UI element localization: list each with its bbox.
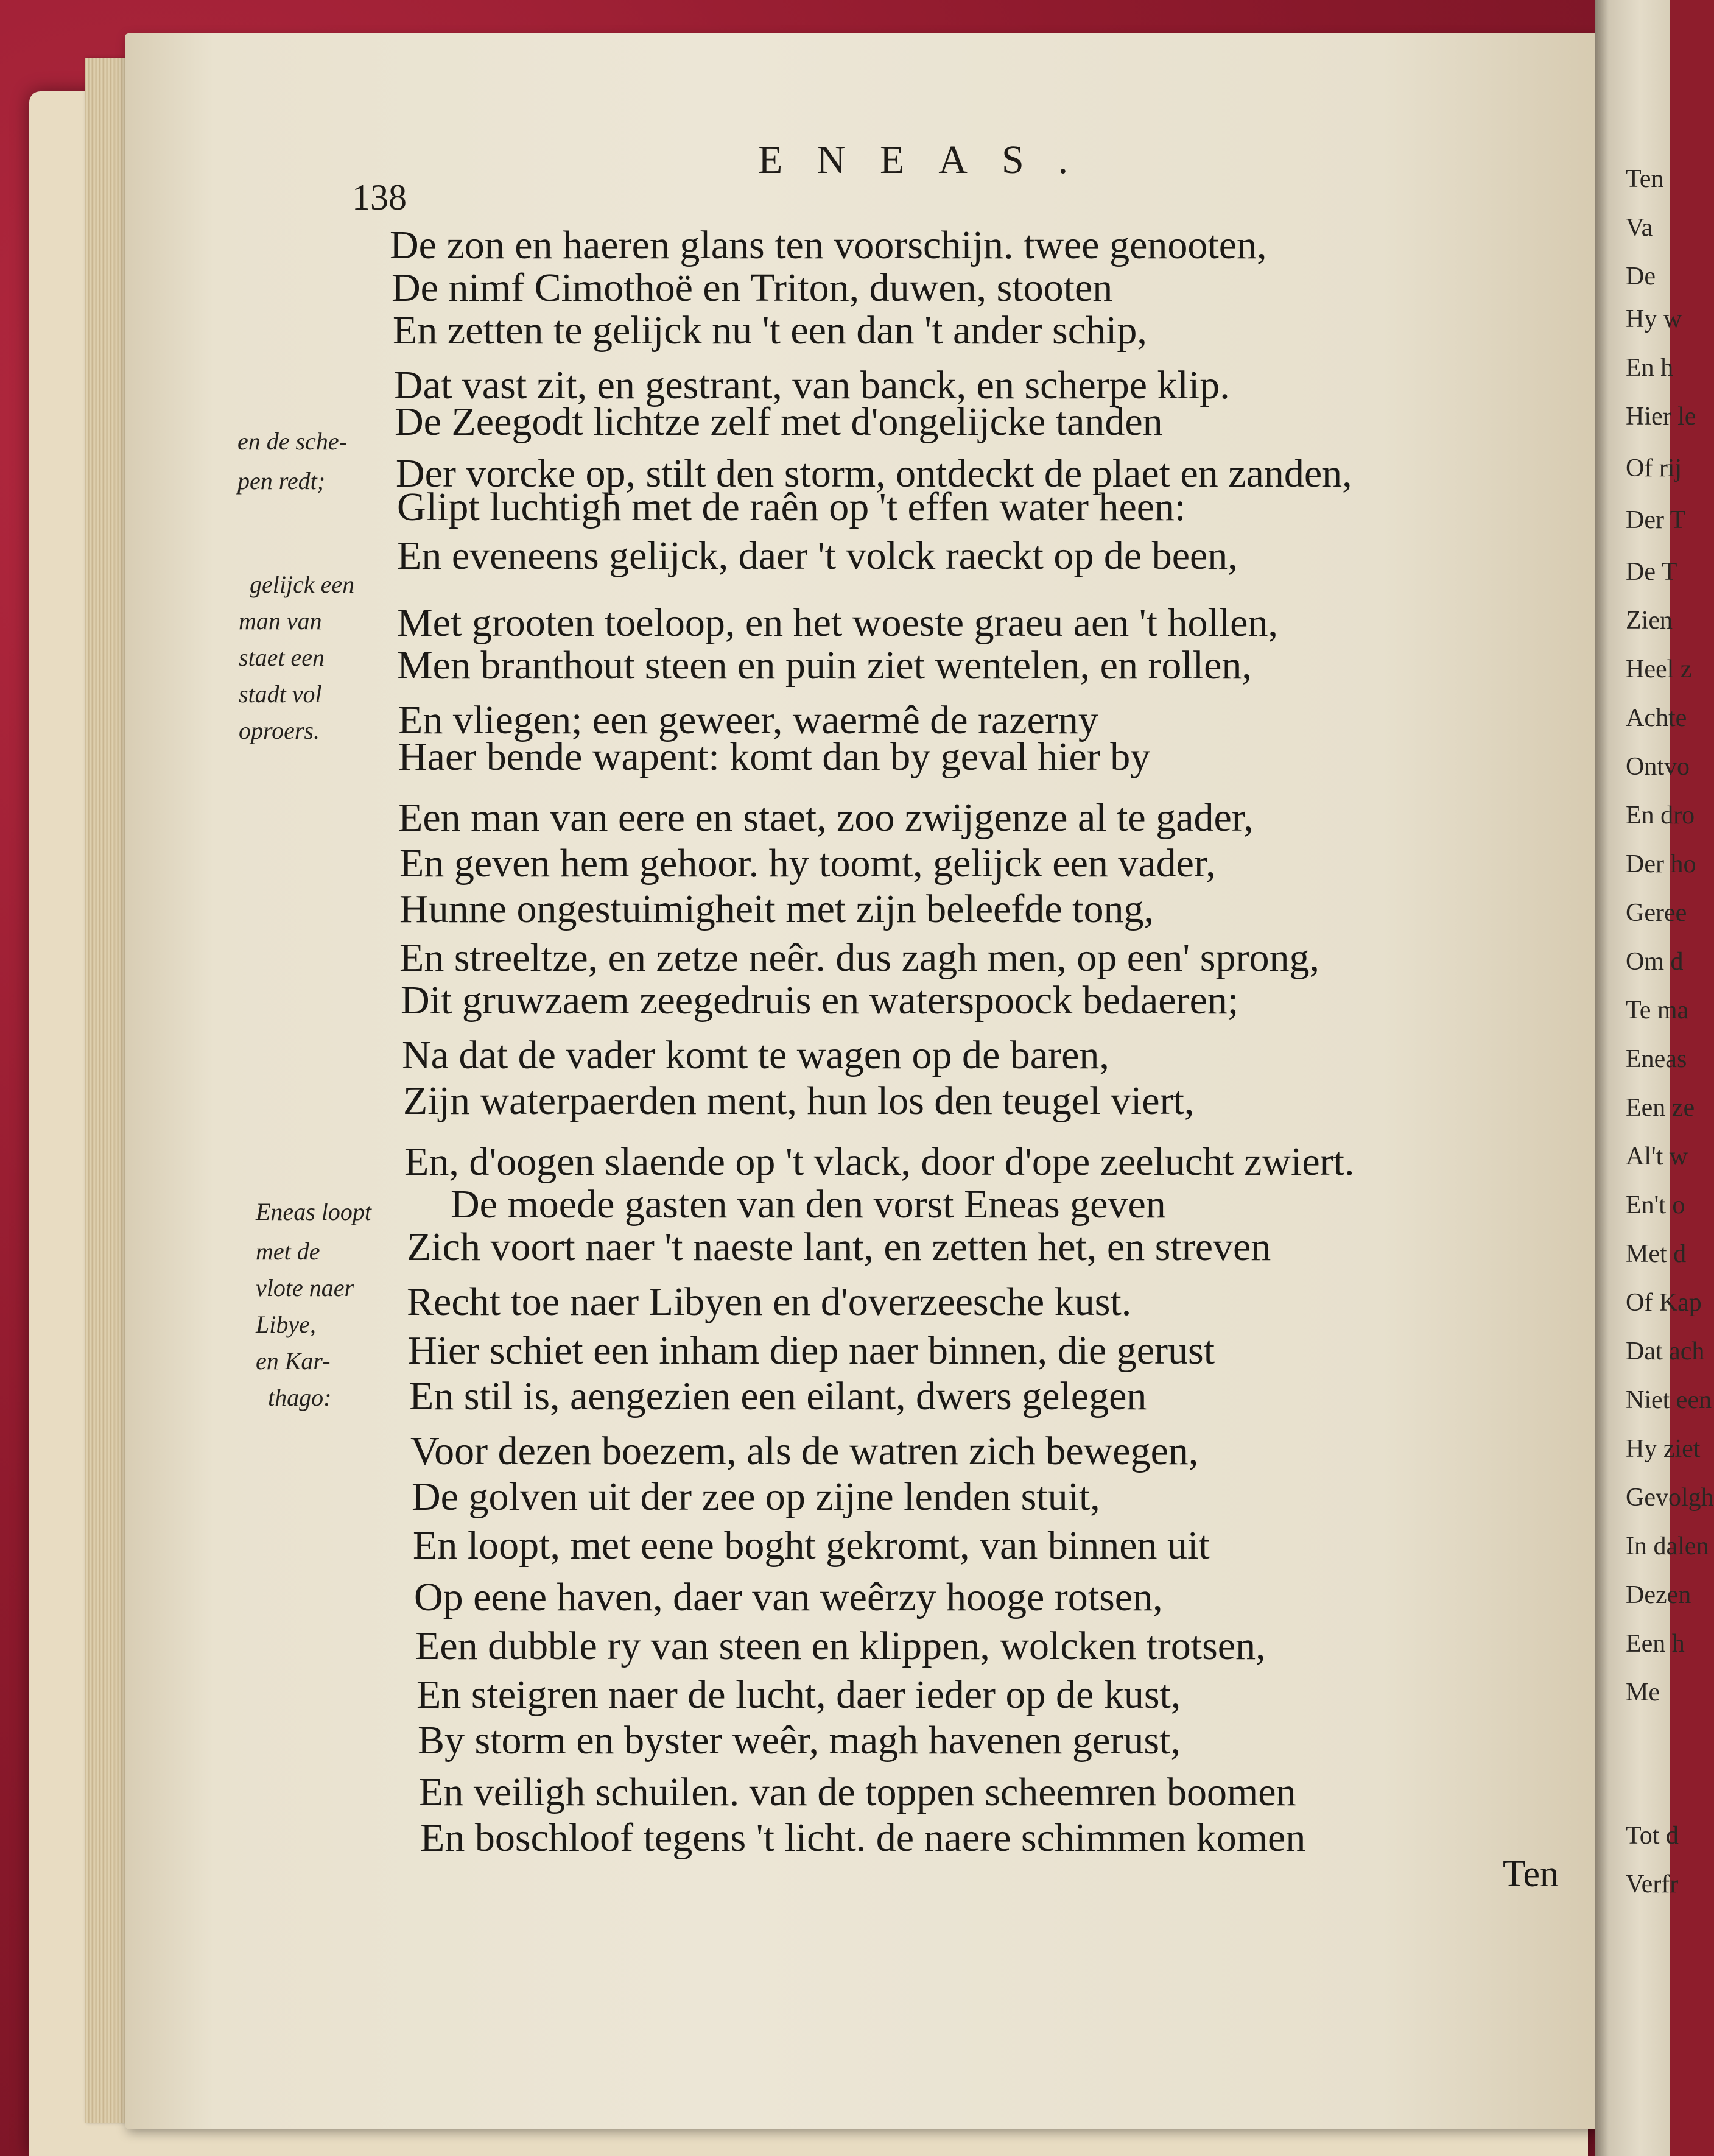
facing-fragment: Hy w: [1626, 305, 1682, 333]
verse-line: Der vorcke op, stilt den storm, ontdeckt de plaet en zanden,: [396, 451, 1352, 496]
running-head: ENEAS.: [758, 138, 1103, 182]
verse-line: Recht toe naer Libyen en d'overzeesche kust.: [407, 1280, 1132, 1324]
margin-note: en de sche-: [237, 428, 347, 455]
facing-fragment: Een ze: [1626, 1094, 1695, 1122]
verse-line: En steigren naer de lucht, daer ieder op de kust,: [416, 1672, 1181, 1717]
facing-fragment: En dro: [1626, 801, 1695, 830]
verse-line: By storm en byster weêr, magh havenen gerust,: [418, 1718, 1181, 1763]
verse-line: Glipt luchtigh met de raên op 't effen water heen:: [397, 485, 1186, 529]
facing-fragment: Of Kap: [1626, 1289, 1702, 1317]
verse-line: De Zeegodt lichtze zelf met d'ongelijcke tanden: [395, 400, 1163, 444]
facing-fragment: Achte: [1626, 704, 1687, 732]
margin-note: vlote naer: [256, 1274, 354, 1302]
facing-fragment: Geree: [1626, 899, 1687, 927]
verse-line: De zon en haeren glans ten voorschijn. twee genooten,: [390, 223, 1267, 267]
facing-fragment: In dalen: [1626, 1532, 1709, 1560]
page-edges: [85, 58, 131, 2123]
verse-line: Zich voort naer 't naeste lant, en zetten het, en streven: [407, 1225, 1271, 1269]
margin-note: man van: [239, 607, 322, 635]
margin-note: Eneas loopt: [256, 1198, 371, 1225]
verse-line: Haer bende wapent: komt dan by geval hier by: [398, 735, 1151, 779]
facing-page: [1595, 0, 1714, 2156]
verse-line: En streeltze, en zetze neêr. dus zagh men, op een' sprong,: [399, 935, 1319, 980]
facing-fragment: Om d: [1626, 948, 1684, 976]
facing-fragment: Hy ziet: [1626, 1435, 1701, 1463]
verse-line: En vliegen; een geweer, waermê de razerny: [398, 698, 1098, 742]
verse-line: Voor dezen boezem, als de watren zich bewegen,: [410, 1429, 1199, 1473]
verse-line: En zetten te gelijck nu 't een dan 't ander schip,: [393, 308, 1147, 353]
facing-fragment: Va: [1626, 214, 1653, 242]
facing-fragment: Tot d: [1626, 1822, 1679, 1850]
facing-fragment: Hier le: [1626, 403, 1696, 431]
facing-fragment: Met d: [1626, 1240, 1687, 1268]
facing-fragment: Me: [1626, 1679, 1660, 1707]
facing-fragment: Heel z: [1626, 655, 1692, 683]
facing-fragment: En h: [1626, 354, 1674, 382]
verse-line: De nimf Cimothoë en Triton, duwen, stooten: [392, 266, 1113, 310]
facing-fragment: Niet een: [1626, 1386, 1712, 1414]
verse-line: Op eene haven, daer van weêrzy hooge rotsen,: [414, 1575, 1163, 1619]
facing-fragment: Een h: [1626, 1630, 1685, 1658]
facing-fragment: Ten: [1626, 165, 1664, 193]
verse-line: Met grooten toeloop, en het woeste graeu aen 't hollen,: [397, 601, 1278, 645]
margin-note: thago:: [268, 1384, 332, 1411]
verse-line: Na dat de vader komt te wagen op de baren,: [402, 1033, 1109, 1077]
facing-fragment: De: [1626, 262, 1656, 291]
verse-line: Hunne ongestuimigheit met zijn beleefde tong,: [399, 887, 1154, 931]
facing-fragment: Zien: [1626, 607, 1673, 635]
verse-line: En boschloof tegens 't licht. de naere schimmen komen: [420, 1816, 1306, 1860]
facing-fragment: Al't w: [1626, 1143, 1688, 1171]
margin-note: staet een: [239, 644, 325, 671]
verse-line: Zijn waterpaerden ment, hun los den teugel viert,: [403, 1079, 1195, 1123]
margin-note: en Kar-: [256, 1347, 331, 1375]
verse-line: Een man van eere en staet, zoo zwijgenze al te gader,: [398, 795, 1254, 840]
facing-fragment: Der ho: [1626, 850, 1696, 878]
margin-note: pen redt;: [237, 467, 326, 495]
verse-line: En stil is, aengezien een eilant, dwers gelegen: [409, 1374, 1147, 1418]
facing-fragment: Verfr: [1626, 1870, 1679, 1898]
facing-fragment: Dat ach: [1626, 1337, 1705, 1365]
page-number: 138: [352, 177, 407, 217]
verse-line: Een dubble ry van steen en klippen, wolcken trotsen,: [415, 1624, 1266, 1668]
verse-line: En geven hem gehoor. hy toomt, gelijck een vader,: [399, 841, 1216, 886]
verse-line: De moede gasten van den vorst Eneas geven: [451, 1182, 1166, 1227]
facing-fragment: Eneas: [1626, 1045, 1687, 1073]
facing-fragment: Dezen: [1626, 1581, 1691, 1609]
margin-note: met de: [256, 1238, 320, 1265]
margin-note: oproers.: [239, 717, 320, 744]
facing-fragment: Gevolgh: [1626, 1484, 1714, 1512]
facing-fragment: Ontvo: [1626, 753, 1690, 781]
margin-note: gelijck een: [250, 571, 355, 598]
verse-line: Hier schiet een inham diep naer binnen, die gerust: [408, 1328, 1215, 1373]
facing-fragment: Der T: [1626, 506, 1686, 534]
catchword: Ten: [1503, 1853, 1559, 1895]
margin-note: stadt vol: [239, 680, 322, 708]
verse-line: De golven uit der zee op zijne lenden stuit,: [412, 1474, 1100, 1519]
facing-fragment: En't o: [1626, 1191, 1685, 1219]
verse-line: En, d'oogen slaende op 't vlack, door d'ope zeelucht zwiert.: [404, 1140, 1355, 1184]
verse-line: En veiligh schuilen. van de toppen scheemren boomen: [419, 1770, 1296, 1814]
verse-line: Dit gruwzaem zeegedruis en waterspoock bedaeren;: [401, 978, 1239, 1023]
facing-fragment: De T: [1626, 558, 1677, 586]
verse-line: Men branthout steen en puin ziet wentelen, en rollen,: [397, 643, 1252, 688]
facing-fragment: Te ma: [1626, 996, 1689, 1024]
margin-note: Libye,: [256, 1311, 316, 1338]
facing-fragment: Of rij: [1626, 454, 1682, 482]
verse-line: Dat vast zit, en gestrant, van banck, en scherpe klip.: [394, 363, 1230, 407]
verse-line: En eveneens gelijck, daer 't volck raeckt op de been,: [397, 534, 1238, 578]
verse-line: En loopt, met eene boght gekromt, van binnen uit: [413, 1523, 1210, 1568]
